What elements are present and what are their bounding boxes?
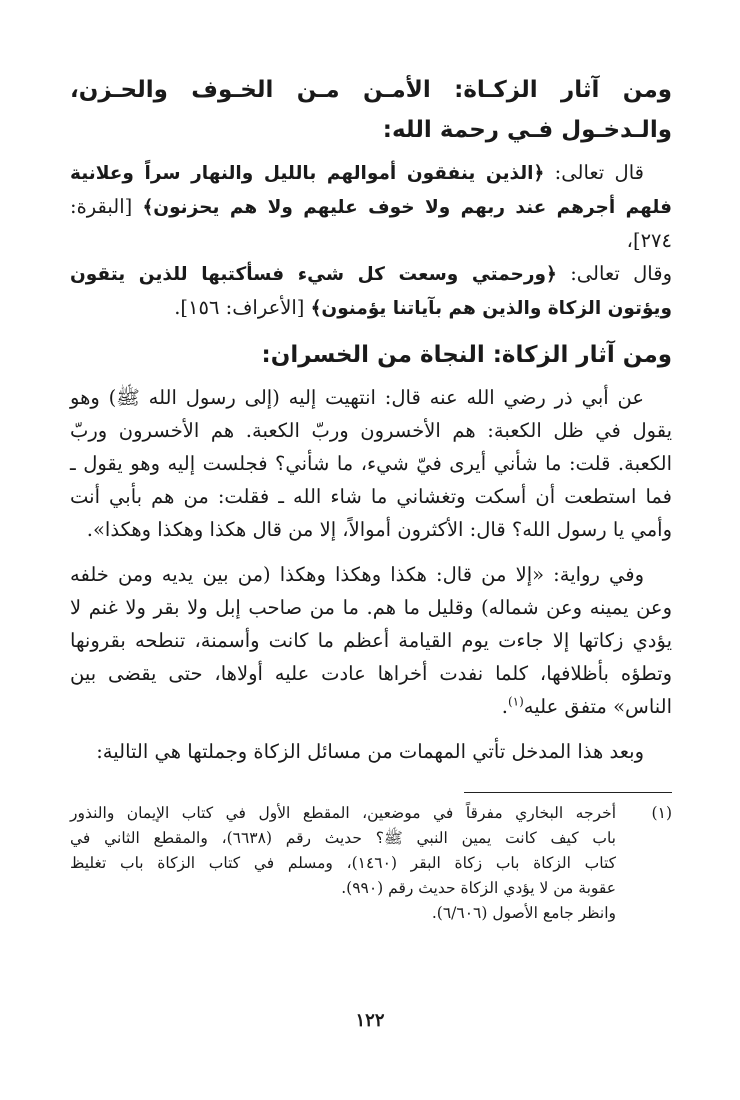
quran-quote-araf [70, 257, 672, 325]
footnote-separator [464, 792, 672, 793]
footnote-text [70, 801, 616, 926]
footnote-line: عقوبة من لا يؤدي الزكاة حديث رقم (٩٩٠). [341, 879, 616, 897]
footnote-number: (١) [651, 804, 672, 822]
quote-block-1 [70, 156, 672, 325]
footnote-line: باب كيف كانت يمين النبي ﷺ؟ حديث رقم (٦٦٣٨)، والمقطع الثاني في [70, 829, 616, 847]
footnote-marker: (١) [507, 694, 524, 709]
hadith-paragraph-abu-dharr: عن أبي ذر رضي الله عنه قال: انتهيت إليه (إلى رسول الله ﷺ) وهو يقول في ظل الكعبة: هم الأخسرون وربّ الكعبة. هم الأخسرون وربّ الكعبة. قلت: ما شأني أيرى فيّ شيء، ما شأني؟ فجلست إليه وهو يقول ـ فما استطعت أن أسكت وتغشاني ما شاء الله ـ فقلت: من هم بأبي أنت وأمي يا رسول الله؟ قال: الأكثرون أموالاً، إلا من قال هكذا وهكذا وهكذا». [70, 386, 672, 541]
page-number: ١٢٢ [355, 1010, 385, 1031]
hadith-narration-paragraph [70, 558, 672, 723]
footnote [70, 801, 672, 926]
footnote-line: وانظر جامع الأصول (٦/٦٠٦). [431, 904, 616, 922]
section-heading-zakat-security: ومن آثار الزكـاة: الأمـن مـن الخـوف والحـزن، والـدخـول فـي رحمة الله: [70, 77, 672, 143]
quran-verse: ﴿الذين ينفقون أموالهم بالليل والنهار سراً وعلانية فلهم أجرهم عند ربهم ولا خوف عليهم ولا هم يحزنون﴾ [70, 163, 672, 218]
section-heading-salvation: ومن آثار الزكاة: النجاة من الخسران: [261, 342, 672, 368]
quote-intro: قال تعالى: [544, 161, 644, 184]
quote-intro: وقال تعالى: [556, 262, 672, 285]
narration-end: . [501, 695, 508, 718]
footnote-line: أخرجه البخاري مفرقاً في موضعين، المقطع الأول في كتاب الإيمان والنذور [70, 804, 616, 822]
narration-text: وفي رواية: «إلا من قال: هكذا وهكذا وهكذا (من بين يديه ومن خلفه وعن يمينه وعن شماله) وقليل ما هم. ما من صاحب إبل ولا بقر ولا غنم لا يؤدي زكاتها إلا جاءت يوم القيامة أعظم ما كانت وأسمنة، تنطحه بقرونها وتطؤه بأظلافها، كلما نفدت أخراها عادت عليه أولاها، حتى يقضى بين الناس» متفق عليه [70, 563, 672, 718]
verse-reference: [الأعراف: ١٥٦]. [174, 296, 311, 319]
intro-paragraph: وبعد هذا المدخل تأتي المهمات من مسائل الزكاة وجملتها هي التالية: [96, 740, 644, 763]
footnote-line: كتاب الزكاة باب زكاة البقر (١٤٦٠)، ومسلم في كتاب الزكاة باب تغليظ [70, 854, 617, 872]
quran-quote-baqarah [70, 156, 672, 257]
quran-verse: ﴿ورحمتي وسعت كل شيء فسأكتبها للذين يتقون ويؤتون الزكاة والذين هم بآياتنا يؤمنون﴾ [70, 264, 672, 319]
verse-reference: [البقرة: ٢٧٤]، [70, 195, 672, 252]
